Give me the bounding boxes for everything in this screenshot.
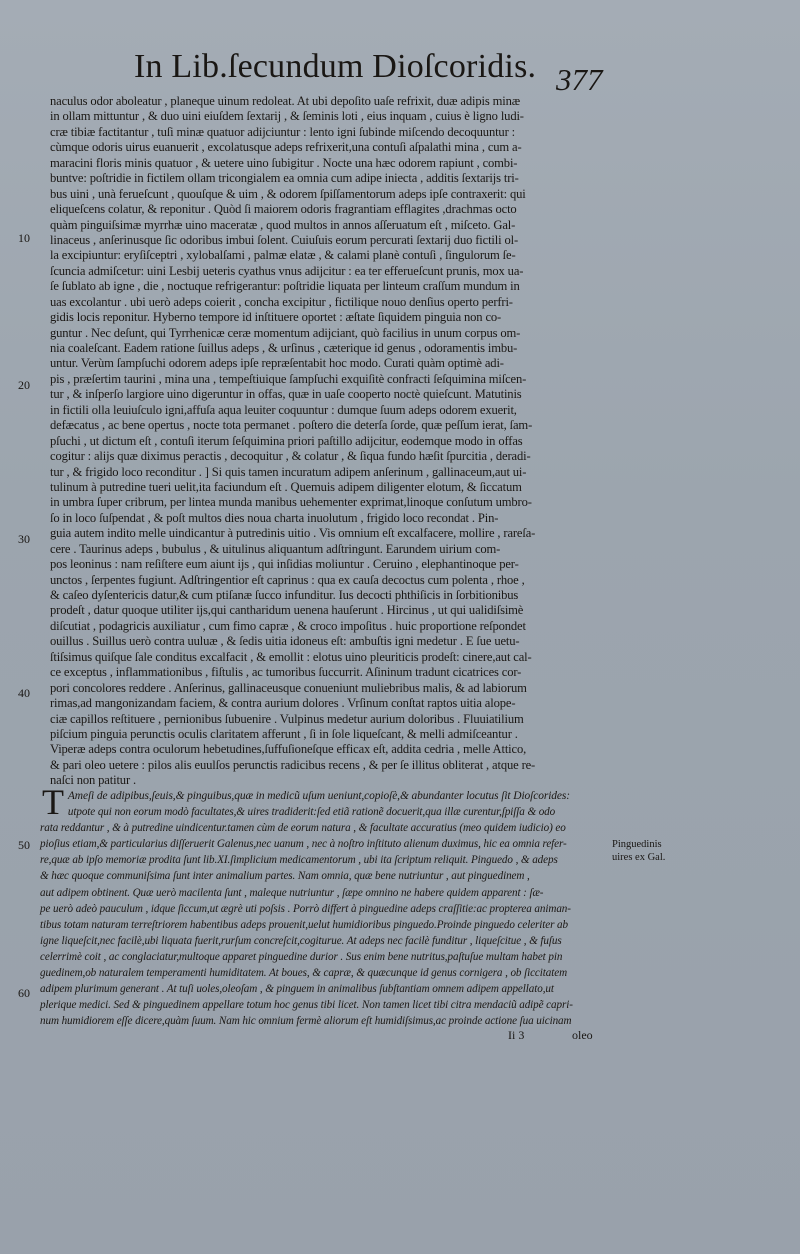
text-line: in fictili olla leuiuſculo igni,affuſa aqua leuiter coquuntur : dumque ſuum adeps odorem exuerit, (50, 402, 517, 417)
text-line: & caſeo dyſentericis datur,& cum ptiſanæ ſucco infunditur. Ius decocti phthiſicis in ſorbitionibus (50, 588, 519, 602)
line-number-40: 40 (18, 686, 30, 700)
text-line: ouillus . Suillus uerò contra uuluæ , & ſedis uitia idoneus eſt: ambuſtis igni medetur . E ſue uetu- (50, 634, 520, 649)
text-line: tulinum à putredine tueri uelit,ita faciundum eſt . Quemuis adipem diligenter elotum, & ſiccatum (50, 479, 522, 494)
text-line: buntve: poſtridie in fictilem ollam tricongialem ea omnia cum adipe iniecta , additis ſextarijs tri- (50, 171, 519, 186)
text-line: unctos , ſerpentes fugiunt. Adſtringentior eſt caprinus : qua ex cauſa decoctus cum polenta , rhoe , (50, 572, 525, 587)
commentary-line: Ameſi de adipibus,ſeuis,& pinguibus,quæ in medicũ uſum ueniunt,copioſè,& abundanter locutus ſit Dioſcorides: (67, 790, 570, 802)
text-line: in ollam mittuntur , & duo uini eiuſdem ſextarij , & ſeminis loti , eius inquam , cuius è ligno ludi- (50, 109, 524, 124)
margin-note-line: uires ex Gal. (612, 852, 666, 863)
text-line: & pari oleo uetere : pilos alis euulſos perunctis radicibus recens , & per ſe illitus obliterat , atque re- (50, 757, 536, 772)
commentary-line: adipem plurimum generant . At tuſi uoles,oleoſam , & pinguem in animalibus ſubſtantiam omnem adipem appellato,ut (40, 983, 554, 996)
text-line: pori concolores reddere . Anſerinus, gallinaceusque conueniunt muliebribus malis, & ad labiorum (50, 680, 527, 695)
text-line: pis , præſertim taurini , mina una , tempeſtiuique ſampſuchi exquiſitè confracti ſeſquimina miſcen- (50, 371, 527, 386)
line-number-10: 10 (18, 231, 30, 245)
commentary-line: utpote qui non eorum modò facultates,& uires tradiderit:ſed etiã rationẽ docuerit,qua illæ curentur,ſpiſſa & odo (67, 806, 556, 819)
commentary-line: celerrimè coit , ac conglaciatur,multoque apparet pinguedine durior . Sus enim bene nutritus,paſtuſue multam habet pin (40, 950, 563, 963)
text-line: quàm pinguiſsimæ myrrhæ uino maceratæ , quod multos in annos aſſeruatum eſt , miſceto. Gal- (50, 217, 516, 232)
line-number-50: 50 (18, 838, 30, 852)
text-line: rimas,ad mangonizandam faciem, & contra aurium dolores . Vrſinum conſtat raptos uitia alope- (50, 696, 516, 711)
catchword: oleo (572, 1028, 593, 1042)
text-line: nia coaleſcant. Eadem ratione ſuillus adeps , & urſinus , cæterique id genus , odoramentis imbu- (50, 341, 518, 355)
text-line: maracini floris minis quatuor , & uetere uino ſubigitur . Nocte una hæc odorem rapiunt , combi- (50, 155, 518, 170)
commentary-line: & hæc quoque communiſsima ſunt inter animalium partes. Nam omnia, quæ bene nutriuntur , aut pinguedinem , (40, 870, 530, 883)
commentary-block (40, 782, 610, 1028)
running-title: In Lib.ſecundum Dioſcoridis. (134, 48, 537, 85)
gloss-drop-cap: T (42, 782, 64, 822)
text-line: ce exceptus , inflammationibus , fiſtulis , ac tumoribus ſuccurrit. Aſininum tradunt cicatrices cor- (50, 665, 522, 680)
commentary-line: aut adipem obtinent. Quæ uerò macilenta ſunt , maleque nutriuntur , ſæpe omnino ne habere quidem apparent : ſæ- (40, 886, 544, 899)
text-line: diſcutiat , podagricis auxiliatur , cum fimo capræ , & croco impoſitus . huic proportione reſpondet (50, 618, 526, 633)
commentary-line: num humidiorem eſſe dicere,quàm ſuum. Nam hic omnium fermè aliorum eſt humidiſsimus,ac proinde actione ſua uicinam (40, 1015, 572, 1028)
text-line: naſci non patitur . (50, 773, 136, 788)
commentary-line: plerique medici. Sed & pinguedinem appellare totum hoc genus tibi licet. Non tamen licet tibi citra mendaciũ adipẽ capri- (40, 999, 573, 1012)
text-line: tur , & frigido loco reconditur . ] Si quis tamen incuratum adipem anſerinum , gallinaceum,aut ui- (50, 464, 527, 479)
text-line: cræ tibiæ factitantur , tuſi minæ quatuor adijciuntur : lento igni ſubinde miſcendo decoquuntur : (50, 124, 515, 139)
text-line: guntur . Nec deſunt, qui Tyrrhenicæ ceræ momentum adijciant, quò facilius in unum corpus om- (50, 325, 521, 340)
text-line: cùmque odoris uirus euanuerit , excolatusque adeps refrixerit,una contuſi aſpalathi mina , cum a- (50, 140, 522, 155)
text-line: guia autem indito melle uindicantur à putredinis uitio . Vis omnium eſt excalfacere, mollire , rareſa- (50, 526, 536, 541)
line-number-60: 60 (18, 986, 30, 1000)
text-line: ciæ capillos reſtituere , pernionibus ſubuenire . Vulpinus medetur aurium doloribus . Fluuiatilium (50, 711, 524, 726)
commentary-line: pioſius etiam,& particularius diſſeruerit Galenus,nec uanum , nec à noſtro inſtituto alienum duximus, hic ea omnia refer- (40, 838, 567, 851)
text-line: naculus odor aboleatur , planeque uinum redoleat. At ubi depoſito uaſe refrixit, duæ adipis minæ (50, 94, 520, 108)
text-line: prodeſt , datur quoque utiliter ijs,qui cantharidum uenena hauſerunt . Hircinus , ut qui ualidiſsimè (50, 603, 524, 618)
text-line: bus uini , unà ferueſcunt , quouſque & uim , & odorem ſpiſſamentorum adeps ipſe contraxerit: qui (50, 186, 526, 201)
commentary-line: igne liqueſcit,nec facilè,ubi liquata fuerit,rurſum concreſcit,cogiturue. At adeps nec facilè funditur , liqueſcitue , & fuſus (40, 934, 562, 947)
text-line: uas excolantur . ubi uerò adeps coierit , concha excipitur , fictilique nouo denſius operto perfri- (50, 294, 513, 309)
text-line: ſcuncia admiſcetur: uini Lesbij ueteris cyathus vnus adijcitur : ea ter efferueſcunt prunis, mox ua- (50, 263, 524, 278)
text-line: pſuchi , ut dictum eſt , contuſi iterum ſeſquimina priori paſtillo adijcitur, eodemque modo in offas (50, 433, 523, 448)
text-line: linaceus , anſerinusque ſic odoribus imbui ſolent. Cuiuſuis eorum percurati ſextarij duo fictili ol- (50, 232, 519, 247)
text-line: pos leoninus : nam reſiſtere eum aiunt ijs , qui inſidias moliuntur . Ceruino , elephantinoque per- (50, 557, 519, 572)
text-line: eliqueſcens colatur, & reponitur . Quòd ſi maiorem odoris fragrantiam efflagites ,drachmas octo (50, 202, 517, 217)
signature-mark: Ii 3 (508, 1028, 525, 1042)
text-line: Viperæ adeps contra oculorum hebetudines,ſuffuſioneſque efficax eſt, addita cedria , melle Attico, (50, 742, 527, 757)
commentary-line: re,quæ ab ipſo memoriæ prodita ſunt lib.XI.ſimplicium medicamentorum , ubi ita ſcriptum reliquit. Pinguedo , & adeps (40, 854, 558, 867)
margin-note (612, 838, 665, 864)
text-line: ſtiſsimus quiſque ſale conditus excalfacit , & emollit : elotus uino pleuriticis prodeſt: cinere,aut cal- (50, 649, 532, 664)
commentary-line: tibus totam naturam terreſtriorem habentibus adeps prouenit,uelut humidioribus pinguedo.Proinde pinguedo celeriter ab (40, 918, 569, 931)
main-text-block (50, 92, 610, 787)
commentary-line: rata reddantur , & à putredine uindicentur.tamen cùm de eorum natura , & facultate accuratius (meo quidem iudicio) eo (40, 822, 566, 835)
text-line: cogitur : alijs quæ diximus peractis , decoquitur , & colatur , & ſiqua fundo hæſit ſpurcitia , deradi- (50, 449, 531, 464)
text-line: la excipiuntur: eryſiſceptri , xylobalſami , palmæ elatæ , & calami planè contuſi , ſingulorum ſe- (50, 248, 516, 263)
text-line: ſo in loco ſuſpendat , & poſt multos dies noua charta inuolutum , frigido loco recondat . Pin- (50, 510, 499, 525)
text-line: cere . Taurinus adeps , bubulus , & uitulinus aliquantum adſtringunt. Earundem uirium com- (50, 541, 501, 556)
text-line: tur , & inſperſo largiore uino digeruntur in offas, quæ in uaſe cooperto noctè quieſcunt. Matutinis (50, 387, 522, 402)
text-line: untur. Verùm ſampſuchi odorem adeps ipſe repræſentabit hoc modo. Curati quàm optimè adi- (50, 356, 504, 371)
page-number: 377 (556, 62, 603, 97)
margin-note-line: Pinguedinis (612, 839, 662, 850)
line-number-20: 20 (18, 378, 30, 392)
commentary-line: guedinem,ob naturalem temperamenti humiditatem. At boues, & capræ, & quæcunque id genus cornigera , ob ſiccitatem (40, 967, 568, 980)
text-line: in umbra ſuper cribrum, per lintea munda manibus uehementer exprimat,linoque conſutum umbro- (50, 495, 532, 510)
text-line: gidis locis reponitur. Hyberno tempore id inſtituere oportet : æſtate ſiquidem pinguia non co- (50, 310, 502, 325)
text-line: ſe ſublato ab igne , die , noctuque refrigerantur: poſtridie liquata per linteum craſſum mundum in (50, 279, 520, 294)
text-line: defæcatus , ac bene opertus , nocte tota permanet . poſtero die deterſa ſorde, quæ peſſum ierat, ſam- (50, 418, 533, 433)
line-number-30: 30 (18, 532, 30, 546)
commentary-line: pe uerò adeò pauculum , idque ſiccum,ut ægrè uti poſsis . Porrò differt à pinguedine adeps craſſitie:ac propterea animan- (40, 902, 571, 915)
text-line: piſcium pinguia perunctis oculis claritatem afferunt , ſi in ſole liqueſcant, & melli admiſceantur . (50, 726, 518, 741)
